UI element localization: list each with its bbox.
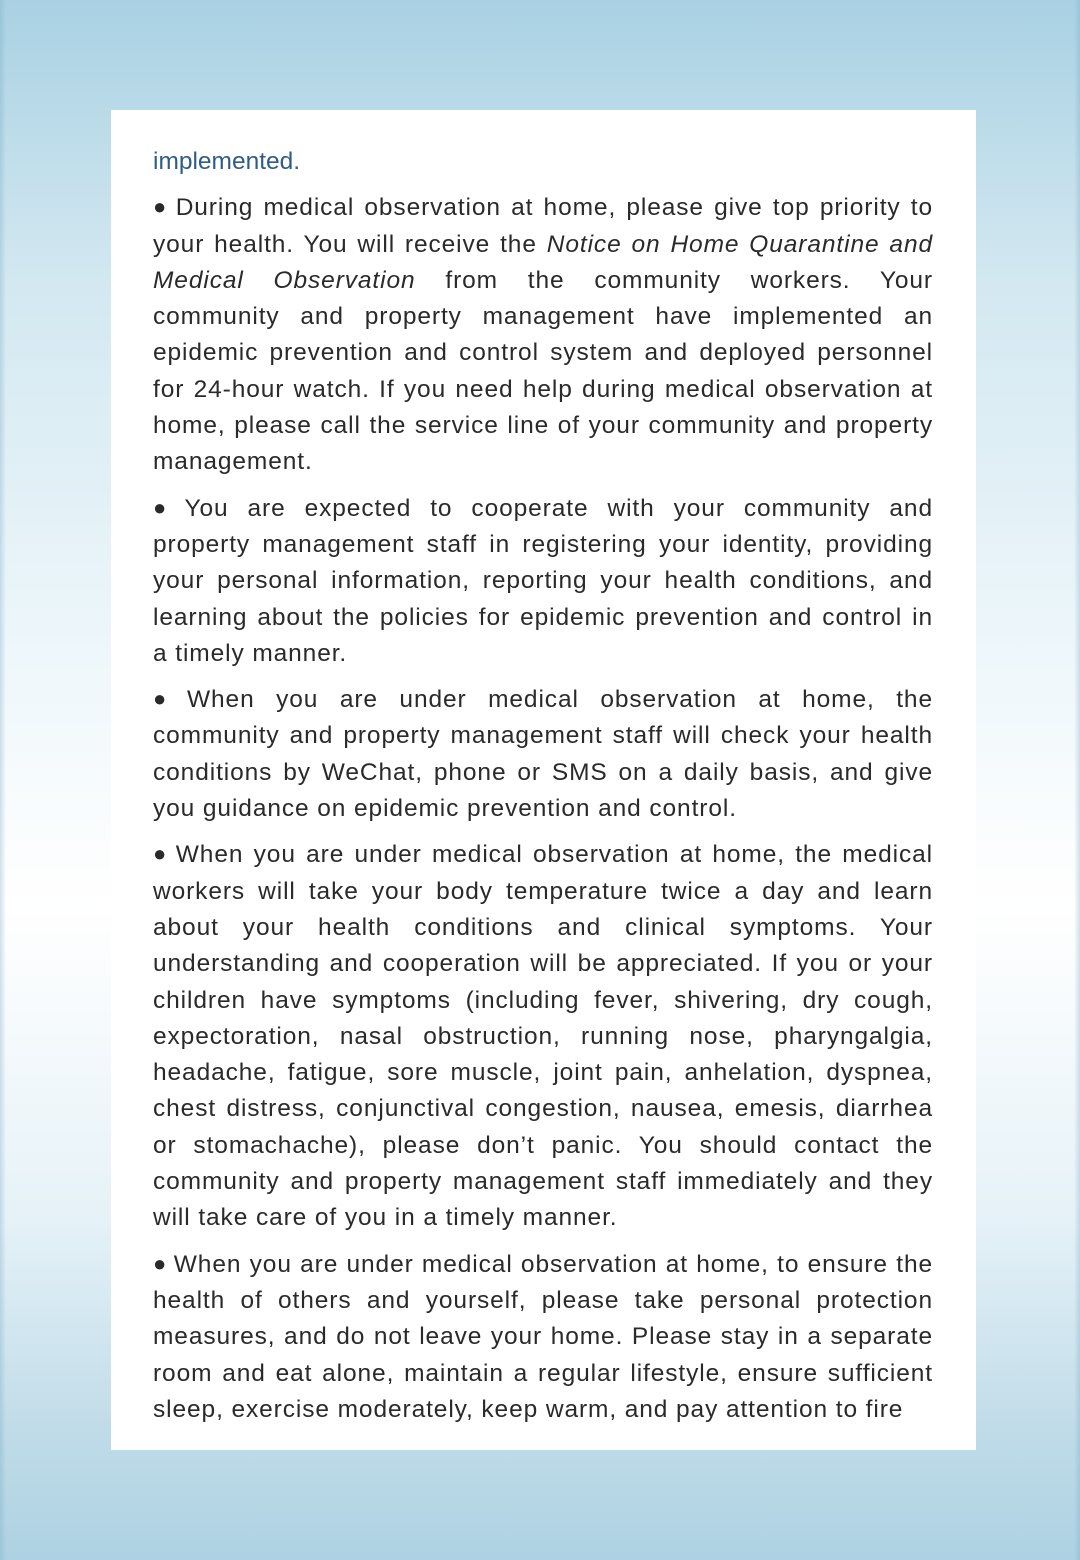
paragraph-staff-check	[153, 682, 933, 827]
paragraph-text: When you are under medical observation at home, the community and property management staff will check your health conditions by WeChat, phone or SMS on a daily basis, and give you guidance on epidemic prevention and control.	[153, 686, 933, 823]
document-page	[111, 110, 976, 1450]
paragraph-text-part-1: During medical observation at home, please give top priority	[175, 194, 901, 222]
paragraph-text: When you are under medical observation at home, the medical workers will take your body temperature twice a day and learn about your health conditions and clinical symptoms. Your understanding and cooperation will be appreciated. If you or your children have symptoms (including fever, shivering, dry cough, expectoration, nasal obstruction, running nose, pharyngalgia, headache, fatigue, sore muscle, joint pain, anhelation, dyspnea, chest distress, conjunctival congestion, nausea, emesis, diarrhea or stomachache), please don’t panic. You should contact the community and property management staff immediately and they will take care of you in a timely manner.	[153, 841, 933, 1232]
paragraph-home-observation	[153, 190, 933, 480]
paragraph-symptoms	[153, 837, 933, 1236]
paragraph-text: When you are under medical observation at home, to ensure the health of others and yourself, please take personal protection measures, and do not leave your home. Please stay in a separate room and eat alone, maintain a regular lifestyle, ensure sufficient sleep, exercise moderately, keep warm, and pay attention to fire	[153, 1250, 933, 1423]
bullet-icon: ●	[153, 1250, 168, 1276]
bullet-icon: ●	[153, 194, 170, 220]
paragraph-personal-protection	[153, 1247, 933, 1428]
bullet-icon: ●	[153, 841, 170, 867]
paragraph-text: You are expected to cooperate with your community and property management staff in registering your identity, providing your personal information, reporting your health conditions, and learning about the policies for epidemic prevention and control in a timely manner.	[153, 494, 933, 667]
background-edge-left	[0, 0, 6, 1560]
paragraph-text-part-2: to your health. You will receive the	[153, 194, 933, 258]
continued-text: implemented.	[153, 148, 301, 175]
background-edge-right	[1074, 0, 1080, 1560]
paragraph-text-part-3: from the community workers. Your community and property management have implemented an epidemic prevention and control system and deployed personnel for 24-hour watch. If you need help during medical observation at home, please call the service line of your community and property management.	[153, 266, 933, 476]
bullet-icon: ●	[153, 494, 179, 520]
notice-title: Notice on Home Quarantine and Medical Observation	[153, 230, 933, 294]
paragraph-cooperate	[153, 491, 933, 672]
bullet-icon: ●	[153, 686, 181, 712]
